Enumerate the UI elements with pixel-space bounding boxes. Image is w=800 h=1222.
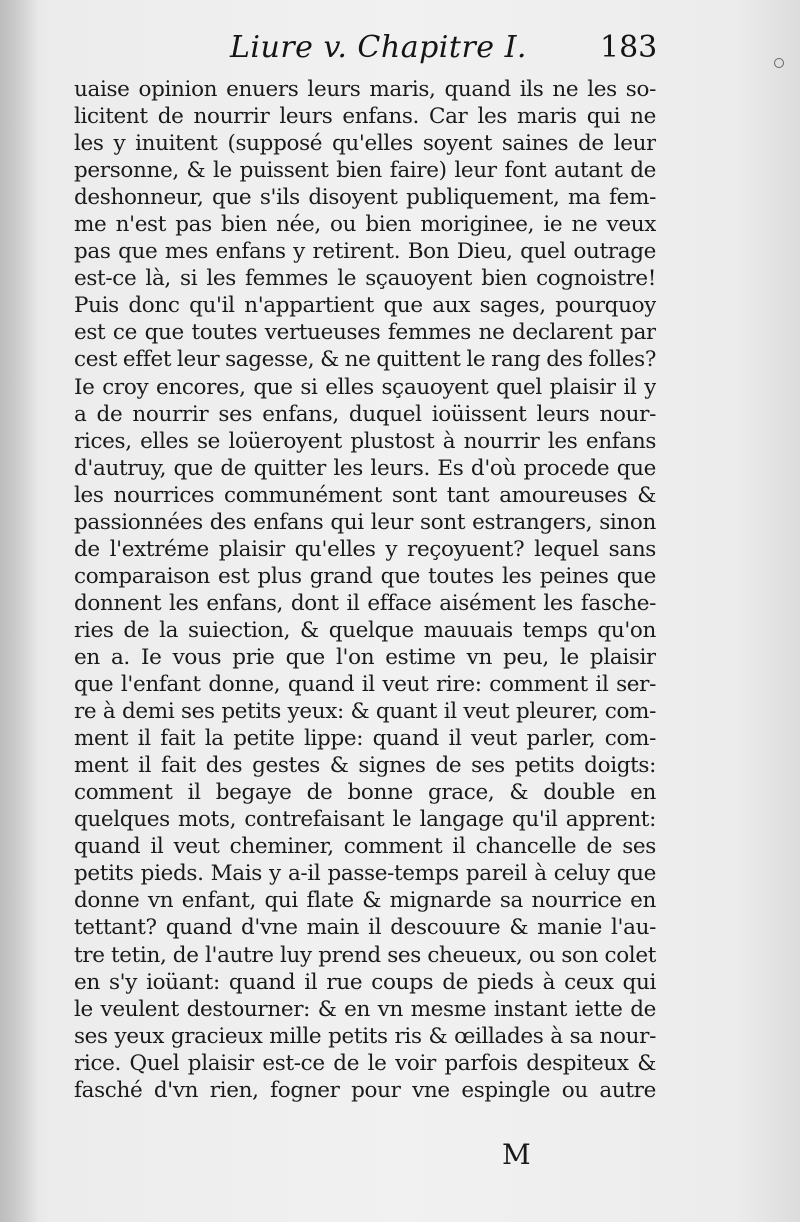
- text-line: ment il fait des gestes & signes de ses petits doigts:: [74, 753, 656, 779]
- paper-speck: [774, 58, 784, 68]
- text-line: est-ce là, si les femmes le sçauoyent bien cognoistre!: [74, 266, 656, 292]
- text-line: donne vn enfant, qui flate & mignarde sa nourrice en: [74, 888, 656, 914]
- text-line: le veulent destourner: & en vn mesme instant iette de: [74, 996, 656, 1022]
- text-line: rice. Quel plaisir est-ce de le voir parfois despiteux &: [74, 1050, 656, 1076]
- text-line: rices, elles se loüeroyent plustost à nourrir les enfans: [74, 428, 656, 454]
- text-line: personne, & le puissent bien faire) leur font autant de: [74, 158, 656, 184]
- text-line: ment il fait la petite lippe: quand il veut parler, com-: [74, 726, 656, 752]
- text-line: re à demi ses petits yeux: & quant il veut pleurer, com-: [74, 699, 656, 725]
- text-line: quelques mots, contrefaisant le langage qu'il apprent:: [74, 807, 656, 833]
- text-line: est ce que toutes vertueuses femmes ne declarent par: [74, 320, 656, 346]
- text-line: comparaison est plus grand que toutes les peines que: [74, 563, 656, 589]
- text-line: passionnées des enfans qui leur sont estrangers, sinon: [74, 509, 656, 535]
- text-line: les y inuitent (supposé qu'elles soyent saines de leur: [74, 131, 656, 157]
- gutter-shadow: [0, 0, 38, 1222]
- text-line: comment il begaye de bonne grace, & double en: [74, 780, 656, 806]
- signature-mark: M: [502, 1138, 531, 1171]
- text-line: d'autruy, que de quitter les leurs. Es d'où procede que: [74, 455, 656, 481]
- running-head: [0, 28, 800, 72]
- text-line: donnent les enfans, dont il efface aisément les fasche-: [74, 590, 656, 616]
- text-line: de l'extréme plaisir qu'elles y reçoyuent? lequel sans: [74, 536, 656, 562]
- text-line: me n'est pas bien née, ou bien moriginee, ie ne veux: [74, 212, 656, 238]
- text-line: petits pieds. Mais y a-il passe-temps pareil à celuy que: [74, 861, 656, 887]
- text-line: tettant? quand d'vne main il descouure & manie l'au-: [74, 915, 656, 941]
- text-line: ries de la suiection, & quelque mauuais temps qu'on: [74, 617, 656, 643]
- text-line: licitent de nourrir leurs enfans. Car les maris qui ne: [74, 104, 656, 130]
- text-line: Puis donc qu'il n'appartient que aux sages, pourquoy: [74, 293, 656, 319]
- text-line: Ie croy encores, que si elles sçauoyent quel plaisir il y: [74, 374, 656, 400]
- text-line: fasché d'vn rien, fogner pour vne espingle ou autre: [74, 1077, 656, 1103]
- text-line: les nourrices communément sont tant amoureuses &: [74, 482, 656, 508]
- text-line: que l'enfant donne, quand il veut rire: comment il ser-: [74, 672, 656, 698]
- text-line: cest effet leur sagesse, & ne quittent le rang des folles?: [74, 347, 656, 373]
- page-number: 183: [600, 30, 658, 65]
- text-line: tre tetin, de l'autre luy prend ses cheueux, ou son colet: [74, 942, 656, 968]
- text-line: pas que mes enfans y retirent. Bon Dieu, quel outrage: [74, 239, 656, 265]
- text-line: deshonneur, que s'ils disoyent publiquement, ma fem-: [74, 185, 656, 211]
- text-line: ses yeux gracieux mille petits ris & œillades à sa nour-: [74, 1023, 656, 1049]
- body-text: [74, 76, 656, 1104]
- text-line: quand il veut cheminer, comment il chancelle de ses: [74, 834, 656, 860]
- text-line: uaise opinion enuers leurs maris, quand ils ne les so-: [74, 77, 656, 102]
- text-line: en s'y ioüant: quand il rue coups de pieds à ceux qui: [74, 969, 656, 995]
- text-line: en a. Ie vous prie que l'on estime vn peu, le plaisir: [74, 644, 656, 670]
- text-line: a de nourrir ses enfans, duquel ioüissent leurs nour-: [74, 401, 656, 427]
- running-head-title: Liure v. Chapitre I.: [230, 30, 527, 65]
